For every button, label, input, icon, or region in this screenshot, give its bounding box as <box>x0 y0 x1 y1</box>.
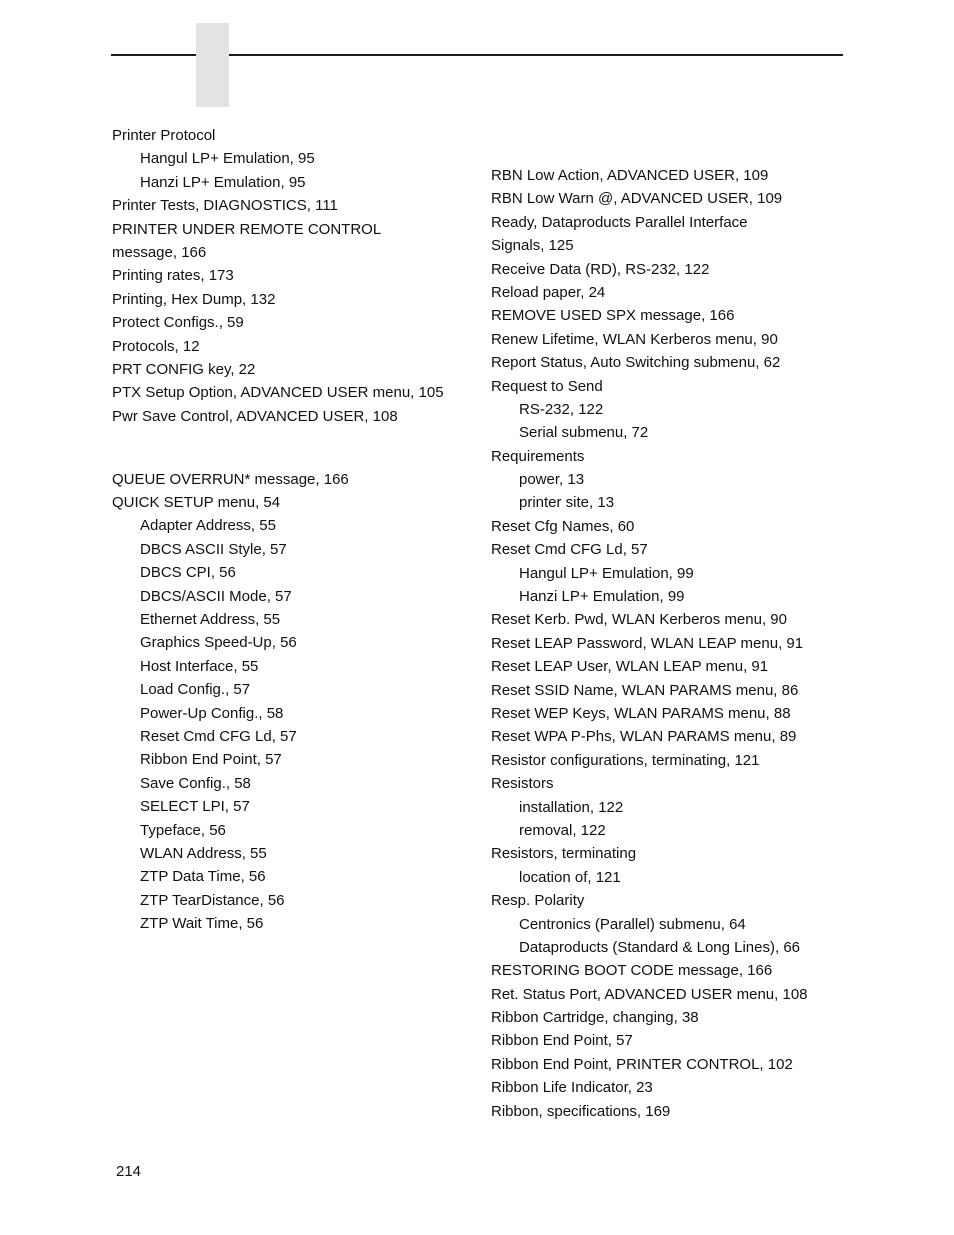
index-subentry: ZTP Data Time, 56 <box>140 868 266 886</box>
index-subentry: ZTP Wait Time, 56 <box>140 915 264 933</box>
index-entry: RESTORING BOOT CODE message, 166 <box>491 962 773 980</box>
index-entry: QUICK SETUP menu, 54 <box>112 494 281 512</box>
index-subentry: Graphics Speed-Up, 56 <box>140 634 297 652</box>
index-subentry: Hangul LP+ Emulation, 99 <box>519 564 694 582</box>
index-entry: RBN Low Warn @, ADVANCED USER, 109 <box>491 190 783 208</box>
index-entry: Ret. Status Port, ADVANCED USER menu, 108 <box>491 985 808 1003</box>
index-entry: Signals, 125 <box>491 237 574 255</box>
index-entry: Reset Cfg Names, 60 <box>491 517 635 535</box>
index-entry: Ribbon Cartridge, changing, 38 <box>491 1009 699 1027</box>
index-entry: Printer Tests, DIAGNOSTICS, 111 <box>112 197 338 215</box>
index-entry: Resistor configurations, terminating, 121 <box>491 751 760 769</box>
index-subentry: Dataproducts (Standard & Long Lines), 66 <box>519 938 801 956</box>
index-entry: Resistors <box>491 775 554 793</box>
index-entry: Reset SSID Name, WLAN PARAMS menu, 86 <box>491 681 799 699</box>
index-entry: Resistors, terminating <box>491 845 637 863</box>
index-entry: Ribbon, specifications, 169 <box>491 1102 671 1120</box>
index-entry: RBN Low Action, ADVANCED USER, 109 <box>491 167 769 184</box>
index-entry: Reset LEAP Password, WLAN LEAP menu, 91 <box>491 634 804 652</box>
index-subentry: Serial submenu, 72 <box>519 424 649 442</box>
index-subentry: Adapter Address, 55 <box>140 517 276 535</box>
index-entry: Protect Configs., 59 <box>112 314 244 332</box>
index-subentry: Hanzi LP+ Emulation, 99 <box>519 588 685 606</box>
index-entry: Renew Lifetime, WLAN Kerberos menu, 90 <box>491 330 778 348</box>
index-entry: Ribbon End Point, PRINTER CONTROL, 102 <box>491 1055 793 1073</box>
index-entry: Resp. Polarity <box>491 892 585 910</box>
index-subentry: location of, 121 <box>519 868 621 886</box>
index-subentry: Ethernet Address, 55 <box>140 611 281 629</box>
index-subentry: Typeface, 56 <box>140 821 226 839</box>
index-subentry: Power-Up Config., 58 <box>140 704 284 722</box>
index-subentry: Centronics (Parallel) submenu, 64 <box>519 915 746 933</box>
index-letter-gap <box>112 428 482 468</box>
index-entry: Ribbon End Point, 57 <box>491 1032 633 1050</box>
index-entry: Receive Data (RD), RS-232, 122 <box>491 260 710 278</box>
index-entry: REMOVE USED SPX message, 166 <box>491 307 735 325</box>
index-entry: Ready, Dataproducts Parallel Interface <box>491 213 748 231</box>
index-entry: Protocols, 12 <box>112 337 200 355</box>
index-subentry: Hanzi LP+ Emulation, 95 <box>140 173 306 191</box>
index-subentry: removal, 122 <box>519 821 606 839</box>
index-subentry: installation, 122 <box>519 798 624 816</box>
index-subentry: RS-232, 122 <box>519 400 604 418</box>
index-column-left <box>112 124 482 935</box>
index-subentry: power, 13 <box>519 471 585 489</box>
index-entry: Ribbon Life Indicator, 23 <box>491 1079 653 1097</box>
index-subentry: DBCS/ASCII Mode, 57 <box>140 587 292 605</box>
index-subentry: WLAN Address, 55 <box>140 844 267 862</box>
index-entry: Request to Send <box>491 377 603 395</box>
index-subentry: Load Config., 57 <box>140 681 251 699</box>
index-entry: QUEUE OVERRUN* message, 166 <box>112 470 349 488</box>
index-entry: Reset WEP Keys, WLAN PARAMS menu, 88 <box>491 704 791 722</box>
index-entry: PTX Setup Option, ADVANCED USER menu, 105 <box>112 384 444 402</box>
index-subentry: DBCS ASCII Style, 57 <box>140 540 287 558</box>
index-subentry: Save Config., 58 <box>140 774 251 792</box>
index-subentry: Ribbon End Point, 57 <box>140 751 282 769</box>
index-entry: Reset WPA P-Phs, WLAN PARAMS menu, 89 <box>491 728 797 746</box>
index-subentry: Hangul LP+ Emulation, 95 <box>140 150 315 168</box>
index-subentry: SELECT LPI, 57 <box>140 798 250 816</box>
index-entry: Reset Cmd CFG Ld, 57 <box>491 541 648 559</box>
page-number: 214 <box>116 1163 142 1180</box>
index-column-right <box>491 164 861 1123</box>
index-entry: Reload paper, 24 <box>491 283 606 301</box>
index-entry: Printer Protocol <box>112 127 216 144</box>
index-subentry: DBCS CPI, 56 <box>140 564 236 582</box>
index-entry: Requirements <box>491 447 585 465</box>
index-entry: Report Status, Auto Switching submenu, 62 <box>491 354 781 372</box>
index-subentry: ZTP TearDistance, 56 <box>140 891 285 909</box>
index-entry: Reset LEAP User, WLAN LEAP menu, 91 <box>491 658 769 676</box>
index-entry: Printing, Hex Dump, 132 <box>112 290 276 308</box>
chapter-tab <box>196 23 229 107</box>
index-entry: PRINTER UNDER REMOTE CONTROL <box>112 220 382 238</box>
index-subentry: printer site, 13 <box>519 494 615 512</box>
index-entry: Reset Kerb. Pwd, WLAN Kerberos menu, 90 <box>491 611 787 629</box>
index-subentry: Host Interface, 55 <box>140 657 259 675</box>
index-entry: Printing rates, 173 <box>112 267 234 285</box>
index-entry: PRT CONFIG key, 22 <box>112 360 256 378</box>
index-entry: Pwr Save Control, ADVANCED USER, 108 <box>112 407 398 425</box>
index-entry: message, 166 <box>112 243 207 261</box>
index-subentry: Reset Cmd CFG Ld, 57 <box>140 727 297 745</box>
